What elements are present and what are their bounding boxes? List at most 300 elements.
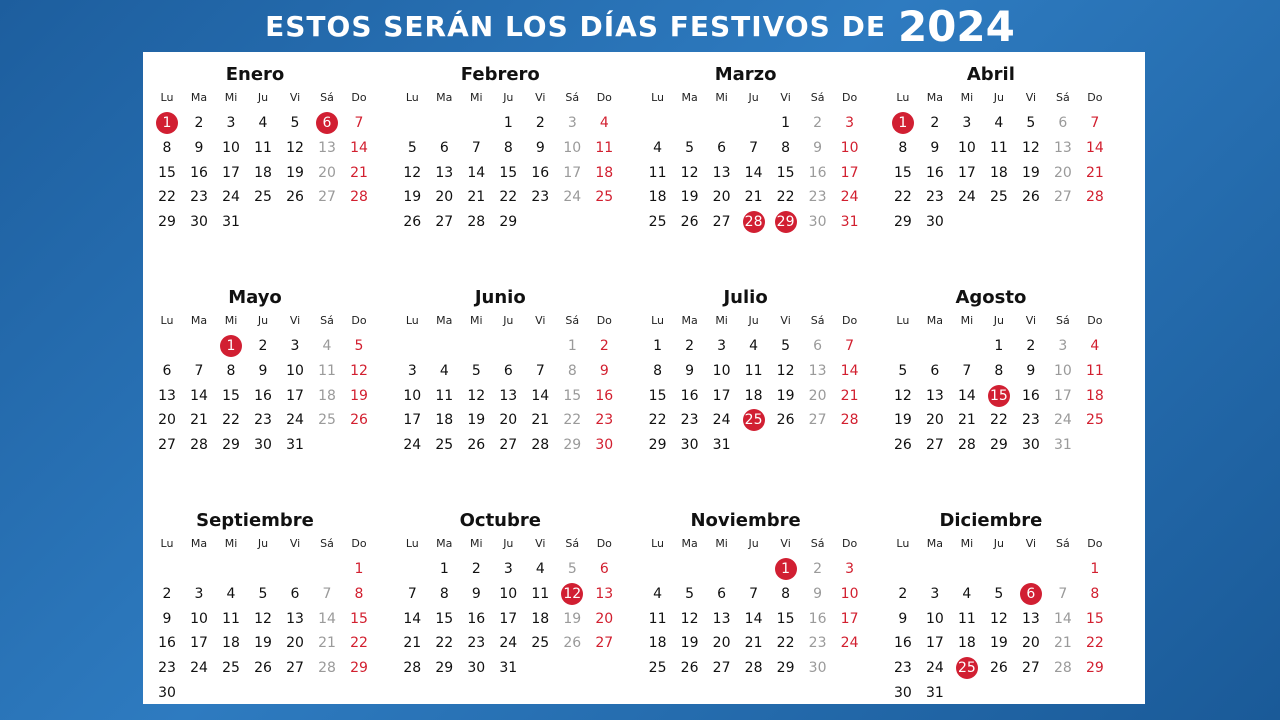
calendar-day: 19 [893,412,912,429]
calendar-day: 13 [158,387,176,404]
weekday-label: Do [351,537,367,550]
calendar-day: 26 [893,437,912,454]
holiday-day: 25 [956,657,978,679]
weekday-label: Mi [715,314,728,327]
calendar-day: 30 [680,437,699,454]
calendar-day: 7 [749,139,759,156]
month-noviembre [634,504,858,719]
weekday-label: Do [841,314,858,327]
calendar-day: 12 [403,164,422,181]
calendar-day: 12 [467,387,486,404]
weekday-label: Ju [257,537,269,550]
calendar-day: 20 [435,189,454,206]
calendar-day: 8 [994,362,1004,379]
calendar-day: 17 [1053,387,1072,404]
calendar-day: 8 [898,139,908,156]
calendar-day: 21 [744,635,763,652]
calendar-day: 3 [930,585,940,602]
calendar-day: 27 [595,635,614,652]
weekday-label: Vi [1025,537,1037,550]
calendar-day: 13 [1053,139,1072,156]
calendar-day: 24 [957,189,976,206]
calendar-day: 25 [648,660,667,677]
holiday-day: 1 [156,112,178,134]
weekday-label: Do [596,537,612,550]
calendar-day: 12 [1021,139,1040,156]
calendar-day: 18 [1085,387,1104,404]
month-name: Febrero [460,64,540,85]
weekday-label: Vi [780,91,791,104]
weekday-label: Ma [190,537,208,550]
calendar-day: 6 [439,139,449,156]
calendar-day: 4 [439,362,449,379]
weekday-label: Mi [224,537,238,550]
calendar-day: 22 [222,412,240,429]
calendar-day: 28 [350,189,368,206]
weekday-label: Do [1087,314,1103,327]
calendar-day: 17 [840,164,859,181]
calendar-day: 15 [893,164,912,181]
calendar-day: 20 [808,387,827,404]
calendar-day: 14 [1053,610,1072,627]
holiday-day: 1 [220,335,242,357]
calendar-day: 24 [499,635,518,652]
calendar-day: 29 [350,660,368,677]
calendar-day: 1 [781,115,791,131]
calendar-day: 20 [286,635,304,652]
calendar-day: 27 [499,437,518,454]
calendar-day: 5 [354,338,364,354]
calendar-day: 14 [190,387,208,404]
calendar-day: 18 [595,164,614,181]
calendar-day: 23 [531,189,550,206]
calendar-day: 26 [467,437,486,454]
calendar-day: 14 [350,139,368,156]
calendar-day: 2 [1026,338,1036,354]
calendar-day: 26 [254,660,272,677]
page-title [0,0,1280,52]
calendar-day: 7 [322,585,332,602]
calendar-day: 16 [808,164,827,181]
weekday-label: Sá [320,91,334,104]
calendar-day: 27 [286,660,304,677]
calendar-day: 14 [744,610,763,627]
calendar-day: 15 [776,164,795,181]
calendar-day: 3 [567,115,577,131]
calendar-day: 12 [776,362,795,379]
title-year: 2024 [897,1,1015,51]
calendar-day: 22 [893,189,912,206]
calendar-day: 20 [595,610,614,627]
calendar-day: 28 [957,437,976,454]
calendar-day: 6 [599,561,609,577]
calendar-day: 28 [744,660,763,677]
weekday-label: Mi [960,537,974,550]
calendar-day: 4 [322,338,332,354]
calendar-day: 11 [648,164,667,181]
calendar-day: 14 [403,610,422,627]
calendar-day: 24 [403,437,422,454]
calendar-day: 13 [712,610,731,627]
calendar-day: 13 [925,387,944,404]
calendar-day: 25 [531,635,550,652]
calendar-day: 23 [1021,412,1040,429]
calendar-day: 26 [1021,189,1040,206]
calendar-day: 11 [222,610,240,627]
calendar-day: 19 [989,635,1008,652]
calendar-day: 28 [840,412,859,429]
calendar-day: 7 [845,338,855,354]
calendar-day: 3 [845,561,855,577]
calendar-day: 10 [222,139,240,156]
calendar-day: 6 [162,362,172,379]
calendar-day: 6 [290,585,300,602]
calendar-day: 13 [499,387,518,404]
calendar-day: 17 [712,387,731,404]
holiday-day: 28 [743,211,765,233]
calendar-day: 23 [808,635,827,652]
calendar-day: 25 [595,189,614,206]
weekday-label: Do [1087,537,1103,550]
calendar-day: 13 [435,164,454,181]
calendar-day: 13 [1021,610,1040,627]
calendar-day: 29 [435,660,454,677]
calendar-day: 4 [749,338,759,354]
weekday-label: Mi [224,91,238,104]
calendar-day: 8 [567,362,577,379]
calendar-day: 5 [407,139,417,156]
calendar-day: 20 [1053,164,1072,181]
calendar-day: 18 [222,635,240,652]
calendar-day: 21 [190,412,208,429]
weekday-label: Lu [405,91,419,104]
calendar-day: 5 [1026,115,1036,131]
calendar-day: 3 [845,115,855,131]
calendar-day: 7 [407,585,417,602]
weekday-label: Lu [405,314,419,327]
weekday-label: Sá [565,314,580,327]
calendar-day: 23 [808,189,827,206]
calendar-day: 11 [957,610,976,627]
calendar-day: 28 [190,437,208,454]
calendar-day: 19 [776,387,795,404]
weekday-label: Vi [289,537,301,550]
calendar-day: 16 [808,610,827,627]
calendar-day: 15 [435,610,454,627]
calendar-day: 26 [776,412,795,429]
month-mayo [143,281,367,496]
calendar-day: 9 [194,139,204,156]
calendar-day: 19 [563,610,582,627]
calendar-day: 30 [595,437,614,454]
calendar-day: 18 [648,189,667,206]
weekday-label: Mi [224,314,238,327]
weekday-label: Ma [190,91,208,104]
calendar-day: 31 [286,437,304,454]
calendar-day: 4 [994,115,1004,131]
calendar-day: 12 [254,610,272,627]
calendar-day: 6 [717,585,727,602]
calendar-day: 1 [653,338,663,354]
calendar-day: 27 [1021,660,1040,677]
calendar-day: 26 [286,189,304,206]
calendar-day: 28 [1085,189,1104,206]
calendar-day: 29 [776,660,795,677]
calendar-day: 19 [467,412,486,429]
month-name: Junio [474,287,526,308]
calendar-day: 1 [503,115,513,131]
calendar-day: 14 [531,387,550,404]
calendar-day: 21 [1085,164,1104,181]
calendar-day: 5 [258,585,268,602]
weekday-label: Ma [436,91,453,104]
calendar-day: 2 [599,338,609,354]
calendar-day: 26 [680,214,699,231]
calendar-day: 29 [222,437,240,454]
calendar-day: 6 [503,362,513,379]
calendar-day: 26 [403,214,422,231]
calendar-day: 18 [989,164,1008,181]
calendar-day: 5 [290,115,300,131]
calendar-day: 17 [190,635,208,652]
calendar-day: 16 [595,387,614,404]
calendar-day: 11 [989,139,1008,156]
calendar-day: 7 [1090,115,1100,131]
calendar-day: 13 [286,610,304,627]
calendar-day: 15 [776,610,795,627]
calendar-day: 3 [503,561,513,577]
calendar-day: 22 [350,635,368,652]
calendar-day: 12 [286,139,304,156]
weekday-label: Vi [1025,314,1037,327]
calendar-day: 10 [925,610,944,627]
calendar-day: 31 [1053,437,1072,454]
calendar-day: 15 [222,387,240,404]
month-abril [879,58,1103,273]
calendar-day: 4 [599,115,609,131]
calendar-day: 2 [685,338,695,354]
calendar-day: 25 [318,412,336,429]
weekday-label: Lu [896,537,910,550]
calendar-day: 18 [531,610,550,627]
month-marzo [634,58,858,273]
calendar-day: 9 [535,139,545,156]
weekday-label: Vi [535,314,546,327]
calendar-day: 19 [254,635,272,652]
weekday-label: Lu [896,91,910,104]
holiday-day: 12 [561,583,583,605]
calendar-day: 8 [162,139,172,156]
calendar-day: 5 [781,338,791,354]
calendar-day: 6 [717,139,727,156]
month-julio [634,281,858,496]
calendar-day: 3 [407,362,417,379]
calendar-day: 10 [190,610,208,627]
calendar-day: 18 [744,387,763,404]
calendar-day: 15 [499,164,518,181]
calendar-day: 2 [258,338,268,354]
calendar-day: 4 [962,585,972,602]
calendar-day: 26 [563,635,582,652]
calendar-day: 17 [840,610,859,627]
holiday-day: 1 [775,558,797,580]
weekday-label: Sá [1056,537,1070,550]
calendar-day: 2 [535,115,545,131]
month-octubre [388,504,612,719]
calendar-day: 1 [439,561,449,577]
weekday-label: Vi [780,314,791,327]
calendar-day: 3 [194,585,204,602]
weekday-label: Ju [993,91,1004,104]
calendar-day: 21 [350,164,368,181]
weekday-label: Lu [160,314,174,327]
calendar-day: 7 [354,115,364,131]
calendar-day: 16 [190,164,208,181]
holiday-day: 1 [892,112,914,134]
calendar-day: 7 [749,585,759,602]
month-name: Septiembre [196,510,314,531]
calendar-day: 26 [680,660,699,677]
calendar-day: 24 [840,189,859,206]
calendar-day: 17 [957,164,976,181]
calendar-day: 23 [467,635,486,652]
calendar-day: 9 [898,610,908,627]
calendar-day: 20 [712,635,731,652]
weekday-label: Sá [810,314,825,327]
weekday-label: Sá [810,537,825,550]
weekday-label: Ma [926,537,943,550]
weekday-label: Ju [993,314,1004,327]
calendar-day: 21 [840,387,859,404]
calendar-day: 30 [254,437,272,454]
calendar-day: 24 [712,412,731,429]
calendar-day: 13 [595,585,614,602]
calendar-day: 24 [222,189,240,206]
calendar-day: 8 [354,585,364,602]
calendar-day: 30 [808,214,827,231]
calendar-day: 15 [1085,610,1104,627]
holiday-day: 25 [743,409,765,431]
calendar-day: 11 [254,139,272,156]
calendar-day: 22 [435,635,454,652]
calendar-day: 2 [813,561,823,577]
calendar-day: 24 [840,635,859,652]
calendar-day: 21 [744,189,763,206]
month-name: Julio [723,287,768,308]
calendar-day: 5 [567,561,577,577]
calendar-day: 2 [162,585,172,602]
calendar-day: 3 [290,338,300,354]
calendar-day: 22 [499,189,518,206]
calendar-day: 16 [467,610,486,627]
calendar-day: 10 [840,139,859,156]
calendar-day: 30 [467,660,486,677]
weekday-label: Ma [190,314,208,327]
calendar-day: 31 [499,660,518,677]
weekday-label: Do [351,314,367,327]
weekday-label: Ma [926,91,943,104]
calendar-day: 27 [435,214,454,231]
calendar-day: 13 [318,139,336,156]
calendar-day: 27 [712,214,731,231]
calendar-day: 3 [717,338,727,354]
weekday-label: Ju [748,537,759,550]
calendar-day: 22 [648,412,667,429]
calendar-day: 16 [531,164,550,181]
weekday-label: Sá [565,537,580,550]
calendar-day: 5 [471,362,481,379]
calendar-day: 23 [925,189,944,206]
calendar-day: 9 [258,362,268,379]
calendar-day: 11 [318,362,336,379]
weekday-label: Mi [715,91,728,104]
weekday-label: Ma [681,314,698,327]
calendar-day: 16 [680,387,699,404]
weekday-label: Mi [470,314,483,327]
calendar-day: 10 [563,139,582,156]
calendar-day: 11 [435,387,454,404]
calendar-day: 12 [893,387,912,404]
calendar-day: 4 [1090,338,1100,354]
weekday-label: Ma [681,91,698,104]
month-junio [388,281,612,496]
calendar-day: 19 [680,635,699,652]
calendar-day: 29 [499,214,518,231]
month-enero [143,58,367,273]
calendar-day: 16 [893,635,912,652]
calendar-day: 8 [653,362,663,379]
calendar-day: 9 [471,585,481,602]
calendar-day: 26 [350,412,368,429]
calendar-day: 31 [712,437,731,454]
calendar-day: 9 [813,139,823,156]
weekday-label: Ju [503,537,514,550]
calendar-day: 22 [563,412,582,429]
calendar-day: 22 [1085,635,1104,652]
calendar-day: 27 [1053,189,1072,206]
calendar-day: 22 [158,189,176,206]
calendar-panel [143,52,1145,704]
weekday-label: Lu [405,537,419,550]
weekday-label: Ju [748,314,759,327]
calendar-day: 22 [989,412,1008,429]
calendar-day: 7 [194,362,204,379]
weekday-label: Ma [926,314,943,327]
calendar-day: 27 [158,437,176,454]
calendar-day: 9 [813,585,823,602]
holiday-day: 29 [775,211,797,233]
calendar-day: 11 [595,139,614,156]
calendar-day: 21 [531,412,550,429]
month-name: Mayo [228,287,282,308]
calendar-day: 31 [840,214,859,231]
calendar-day: 29 [563,437,582,454]
calendar-day: 10 [840,585,859,602]
calendar-day: 4 [653,139,663,156]
calendar-day: 30 [893,685,912,701]
calendar-day: 24 [925,660,944,677]
calendar-day: 14 [840,362,859,379]
calendar-day: 23 [893,660,912,677]
calendar-day: 14 [744,164,763,181]
calendar-day: 27 [925,437,944,454]
calendar-day: 16 [1021,387,1040,404]
calendar-day: 28 [403,660,422,677]
calendar-day: 28 [1053,660,1072,677]
calendar-day: 25 [1085,412,1104,429]
calendar-day: 23 [158,660,176,677]
calendar-day: 3 [1058,338,1068,354]
